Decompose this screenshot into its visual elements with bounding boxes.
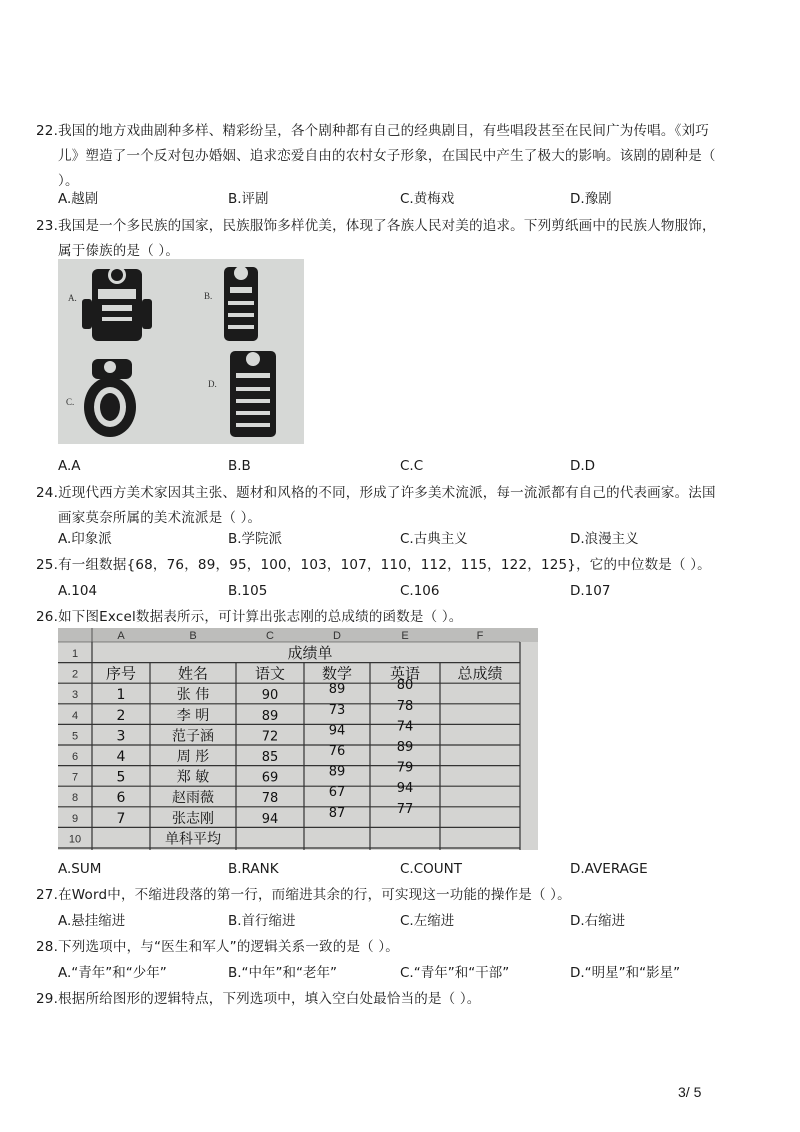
table-footer-label: 单科平均 xyxy=(165,831,221,848)
cell-math: 67 xyxy=(328,785,346,801)
question-25-line1: 25.有一组数据{68，76，89，95，100，103，107，110，112，115，122，125}，它的中位数是（ ）。 xyxy=(36,557,711,573)
cell-math: 73 xyxy=(328,702,346,718)
option-d[interactable]: D.107 xyxy=(570,583,611,599)
question-28-options xyxy=(58,961,758,985)
cell-math: 76 xyxy=(328,744,346,759)
cell-name: 郑 敏 xyxy=(176,769,210,786)
table-header-cell: 序号 xyxy=(105,664,137,683)
row-number: 2 xyxy=(71,668,79,681)
option-c[interactable]: C.黄梅戏 xyxy=(400,191,455,207)
question-26-options xyxy=(58,857,758,881)
question-24 xyxy=(36,481,756,531)
question-28 xyxy=(36,935,756,960)
option-b[interactable]: B.评剧 xyxy=(228,191,269,207)
option-c[interactable]: C.C xyxy=(400,458,424,474)
cell-number: 4 xyxy=(116,749,126,765)
table-header-cell: 英语 xyxy=(389,664,421,683)
option-a[interactable]: A.A xyxy=(58,458,81,474)
question-29 xyxy=(36,987,756,1012)
question-24-line1: 24.近现代西方美术家因其主张、题材和风格的不同，形成了许多美术流派，每一流派都有自己的代表画家。法国 xyxy=(36,485,716,501)
row-number: 9 xyxy=(71,812,79,825)
cell-chinese: 72 xyxy=(261,729,279,745)
cell-math: 89 xyxy=(328,764,346,780)
option-c[interactable]: C.COUNT xyxy=(400,861,462,877)
option-b[interactable]: B.“中年”和“老年” xyxy=(228,965,338,981)
question-27-line1: 27.在Word中，不缩进段落的第一行，而缩进其余的行，可实现这一功能的操作是（ ）。 xyxy=(36,887,571,903)
cell-name: 张志刚 xyxy=(172,810,214,827)
table-header-cell: 总成绩 xyxy=(457,664,503,683)
column-letter: E xyxy=(401,630,409,642)
option-a[interactable]: A.104 xyxy=(58,583,98,599)
question-29-line1: 29.根据所给图形的逻辑特点，下列选项中，填入空白处最恰当的是（ ）。 xyxy=(36,991,481,1007)
image-label-a: A. xyxy=(68,293,77,303)
option-d[interactable]: D.“明星”和“影星” xyxy=(570,965,681,981)
row-number: 5 xyxy=(71,730,79,743)
question-25-options xyxy=(58,579,758,603)
page-number: 3/ 5 xyxy=(678,1084,702,1100)
option-c[interactable]: C.古典主义 xyxy=(400,531,468,547)
cell-english: 74 xyxy=(396,719,414,735)
question-22-line2: 儿》塑造了一个反对包办婚姻、追求恋爱自由的农村女子形象，在国民中产生了极大的影响。该剧的剧种是（ xyxy=(58,148,716,164)
option-b[interactable]: B.B xyxy=(228,458,251,474)
question-24-options xyxy=(58,527,758,551)
column-letter: C xyxy=(266,630,274,642)
cell-number: 5 xyxy=(116,769,126,786)
image-label-d: D. xyxy=(208,379,217,389)
question-23-line2: 属于傣族的是（ ）。 xyxy=(58,243,180,259)
column-letter: A xyxy=(117,630,125,642)
question-27-options xyxy=(58,909,758,933)
cell-name: 范子涵 xyxy=(172,728,214,745)
option-b[interactable]: B.105 xyxy=(228,583,268,599)
cell-number: 6 xyxy=(116,790,126,807)
cell-english: 77 xyxy=(396,801,414,817)
cell-chinese: 94 xyxy=(261,811,279,827)
image-label-b: B. xyxy=(204,291,213,301)
table-header-cell: 数学 xyxy=(321,664,353,683)
option-a[interactable]: A.悬挂缩进 xyxy=(58,913,126,929)
cell-number: 3 xyxy=(116,728,126,745)
option-d[interactable]: D.浪漫主义 xyxy=(570,531,639,547)
option-d[interactable]: D.豫剧 xyxy=(570,191,612,207)
option-d[interactable]: D.右缩进 xyxy=(570,913,626,929)
question-25 xyxy=(36,553,756,578)
question-28-line1: 28.下列选项中，与“医生和军人”的逻辑关系一致的是（ ）。 xyxy=(36,939,399,955)
cell-number: 1 xyxy=(116,687,126,704)
cell-math: 89 xyxy=(328,682,346,698)
cell-number: 2 xyxy=(116,707,126,724)
cell-chinese: 90 xyxy=(261,688,279,704)
row-number: 4 xyxy=(71,709,79,722)
cell-chinese: 89 xyxy=(261,708,279,724)
table-header-cell: 姓名 xyxy=(177,664,209,683)
paper-cut-figure-d xyxy=(230,351,276,437)
paper-cut-figure-a xyxy=(82,266,152,341)
option-a[interactable]: A.越剧 xyxy=(58,191,99,207)
option-c[interactable]: C.左缩进 xyxy=(400,913,455,929)
cell-english: 79 xyxy=(396,760,414,776)
row-number: 8 xyxy=(71,792,79,805)
table-header-cell: 语文 xyxy=(254,664,286,683)
cell-english: 89 xyxy=(396,740,414,755)
cell-chinese: 85 xyxy=(261,750,279,765)
paper-cut-figure-b xyxy=(224,266,258,341)
option-a[interactable]: A.SUM xyxy=(58,861,102,877)
option-d[interactable]: D.D xyxy=(570,458,596,474)
question-22-line3: ）。 xyxy=(58,173,79,189)
table-title: 成绩单 xyxy=(287,644,333,662)
row-number: 6 xyxy=(71,751,79,763)
question-23 xyxy=(36,214,756,264)
cell-english: 94 xyxy=(396,781,414,797)
excel-table-image xyxy=(58,628,538,850)
paper-cut-image xyxy=(58,259,304,444)
cell-name: 李 明 xyxy=(176,707,210,724)
column-letter: B xyxy=(189,630,197,642)
option-c[interactable]: C.“青年”和“干部” xyxy=(400,965,510,981)
column-letter: F xyxy=(476,630,484,642)
row-number: 10 xyxy=(68,833,82,846)
question-26 xyxy=(36,605,756,630)
cell-chinese: 78 xyxy=(261,791,279,807)
cell-chinese: 69 xyxy=(261,770,279,786)
image-label-c: C. xyxy=(66,397,75,407)
option-b[interactable]: B.首行缩进 xyxy=(228,913,296,929)
row-number: 1 xyxy=(71,648,79,660)
column-letter: D xyxy=(333,630,341,642)
option-c[interactable]: C.106 xyxy=(400,583,440,599)
cell-number: 7 xyxy=(116,810,126,827)
cell-name: 张 伟 xyxy=(176,687,210,704)
cell-math: 87 xyxy=(328,805,346,821)
cell-english: 78 xyxy=(396,698,414,714)
question-22-line1: 22.我国的地方戏曲剧种多样、精彩纷呈，各个剧种都有自己的经典剧目，有些唱段甚至在民间广为传唱。《刘巧 xyxy=(36,123,709,139)
option-a[interactable]: A.“青年”和“少年” xyxy=(58,965,167,981)
question-24-line2: 画家莫奈所属的美术流派是（ ）。 xyxy=(58,510,262,526)
question-27 xyxy=(36,883,756,908)
question-23-options xyxy=(58,454,758,478)
row-number: 3 xyxy=(71,689,79,702)
question-26-line1: 26.如下图Excel数据表所示，可计算出张志刚的总成绩的函数是（ ）。 xyxy=(36,609,463,625)
question-22 xyxy=(36,119,756,194)
cell-english: 80 xyxy=(396,678,414,694)
option-d[interactable]: D.AVERAGE xyxy=(570,861,648,877)
cell-math: 94 xyxy=(328,723,346,739)
question-22-options xyxy=(58,187,758,211)
option-b[interactable]: B.学院派 xyxy=(228,531,283,547)
cell-name: 赵雨薇 xyxy=(172,790,214,807)
option-b[interactable]: B.RANK xyxy=(228,861,279,877)
option-a[interactable]: A.印象派 xyxy=(58,531,112,547)
question-23-line1: 23.我国是一个多民族的国家，民族服饰多样优美，体现了各族人民对美的追求。下列剪纸画中的民族人物服饰， xyxy=(36,218,716,234)
cell-name: 周 彤 xyxy=(176,749,210,765)
row-number: 7 xyxy=(71,771,79,784)
